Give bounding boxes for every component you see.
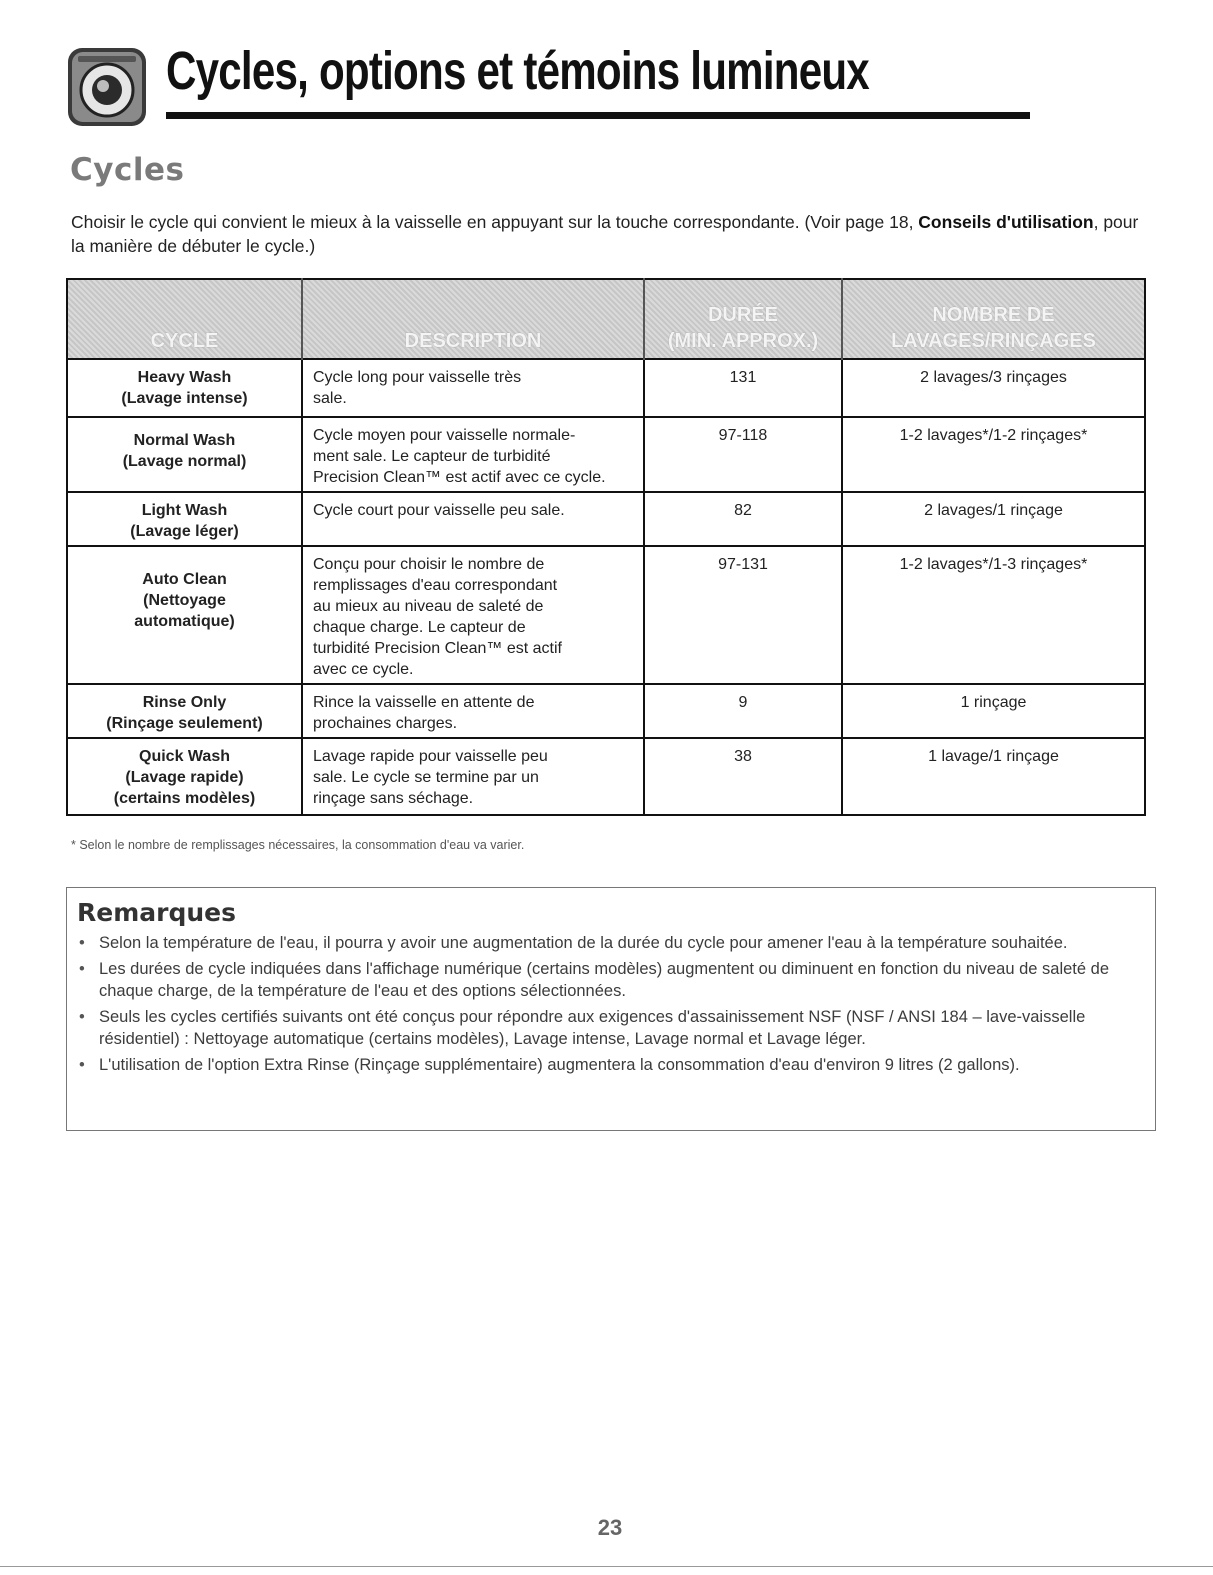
description-line: Cycle court pour vaisselle peu sale. xyxy=(313,502,565,519)
duration-cell: 97-118 xyxy=(644,417,842,492)
description-line: ment sale. Le capteur de turbidité xyxy=(313,448,551,465)
header-description: DESCRIPTION xyxy=(302,279,644,359)
cycle-name-cell xyxy=(67,417,302,492)
header-count-line2: LAVAGES/RINÇAGES xyxy=(891,330,1096,352)
wash-rinse-count-cell: 1 lavage/1 rinçage xyxy=(842,738,1145,815)
description-line: Lavage rapide pour vaisselle peu xyxy=(313,748,548,765)
bullet-icon: • xyxy=(79,1056,85,1074)
page-title: Cycles, options et témoins lumineux xyxy=(166,41,869,101)
description-cell xyxy=(302,684,644,738)
table-row xyxy=(67,492,1145,546)
description-line: Cycle moyen pour vaisselle normale- xyxy=(313,427,576,444)
remark-text: L'utilisation de l'option Extra Rinse (Rinçage supplémentaire) augmentera la consommation d'eau d'environ 9 litres (2 gallons). xyxy=(99,1056,1020,1074)
table-row xyxy=(67,684,1145,738)
bullet-icon: • xyxy=(79,934,85,952)
cycle-name-cell xyxy=(67,546,302,684)
description-line: chaque charge. Le capteur de xyxy=(313,619,526,636)
remark-text: Seuls les cycles certifiés suivants ont été conçus pour répondre aux exigences d'assainissement NSF (NSF / ANSI 184 – lave-vaisselle résidentiel) : Nettoyage automatique (certains modèles), Lavage intense, Lavage normal et Lavage léger. xyxy=(99,1008,1086,1048)
title-underline xyxy=(166,112,1030,119)
cycle-name-cell xyxy=(67,359,302,417)
description-line: Conçu pour choisir le nombre de xyxy=(313,556,545,573)
remarks-title: Remarques xyxy=(77,898,236,927)
table-row xyxy=(67,417,1145,492)
remarks-box xyxy=(66,887,1156,1131)
section-title: Cycles xyxy=(70,152,185,188)
footnote: * Selon le nombre de remplissages nécessaires, la consommation d'eau va varier. xyxy=(71,838,525,852)
cycle-name-line: Heavy Wash xyxy=(137,369,232,386)
page-number: 23 xyxy=(597,1515,623,1540)
remark-text: Selon la température de l'eau, il pourra y avoir une augmentation de la durée du cycle pour amener l'eau à la température souhaitée. xyxy=(99,934,1068,952)
cycles-table-body xyxy=(67,359,1145,815)
wash-rinse-count-cell: 2 lavages/1 rinçage xyxy=(842,492,1145,546)
remark-item xyxy=(79,1054,1153,1076)
cycle-name-line: (certains modèles) xyxy=(113,790,256,807)
wash-rinse-count-cell: 1 rinçage xyxy=(842,684,1145,738)
header-cycle: CYCLE xyxy=(67,279,302,359)
description-line: remplissages d'eau correspondant xyxy=(313,577,558,594)
cycle-name-line: (Lavage intense) xyxy=(121,390,248,407)
bullet-icon: • xyxy=(79,960,85,978)
duration-cell: 82 xyxy=(644,492,842,546)
table-header-row xyxy=(67,279,1145,359)
wash-rinse-count-cell: 1-2 lavages*/1-2 rinçages* xyxy=(842,417,1145,492)
cycle-name-cell xyxy=(67,684,302,738)
remark-text: Les durées de cycle indiquées dans l'affichage numérique (certains modèles) augmentent ou diminuent en fonction du niveau de saleté de chaque charge, de la température de l'eau et des options sélectionnées. xyxy=(99,960,1109,1000)
cycles-table xyxy=(66,278,1146,816)
description-line: Cycle long pour vaisselle très xyxy=(313,369,522,386)
duration-cell: 38 xyxy=(644,738,842,815)
duration-cell: 131 xyxy=(644,359,842,417)
cycle-name-line: (Lavage rapide) xyxy=(125,769,244,786)
cycle-name-line: (Lavage normal) xyxy=(122,453,247,470)
cycle-name-line: (Nettoyage xyxy=(143,592,226,609)
header-duration xyxy=(644,279,842,359)
remarks-list xyxy=(67,932,1153,1080)
description-cell xyxy=(302,359,644,417)
intro-paragraph xyxy=(71,210,1151,258)
description-cell xyxy=(302,546,644,684)
table-row xyxy=(67,738,1145,815)
intro-text-after: , pour la manière de débuter le cycle.) xyxy=(71,212,1139,256)
cycle-name-line: (Lavage léger) xyxy=(130,523,239,540)
description-line: Rince la vaisselle en attente de xyxy=(313,694,535,711)
description-cell xyxy=(302,492,644,546)
description-line: sale. xyxy=(313,390,347,407)
description-cell xyxy=(302,738,644,815)
cycle-name-cell xyxy=(67,738,302,815)
description-line: avec ce cycle. xyxy=(313,661,414,678)
cycle-name-line: Light Wash xyxy=(141,502,228,519)
remark-item xyxy=(79,958,1153,1002)
description-line: sale. Le cycle se termine par un xyxy=(313,769,539,786)
description-cell xyxy=(302,417,644,492)
page-header xyxy=(66,40,966,130)
remark-item xyxy=(79,1006,1153,1050)
cycle-name-line: automatique) xyxy=(134,613,235,630)
description-line: rinçage sans séchage. xyxy=(313,790,474,807)
header-count-line1: NOMBRE DE xyxy=(932,304,1055,326)
cycle-name-line: Rinse Only xyxy=(142,694,227,711)
description-line: Precision Clean™ est actif avec ce cycle. xyxy=(313,469,606,486)
header-duration-line2: (MIN. APPROX.) xyxy=(667,330,819,352)
description-line: prochaines charges. xyxy=(313,715,458,732)
description-line: turbidité Precision Clean™ est actif xyxy=(313,640,562,657)
cycle-name-line: Auto Clean xyxy=(142,571,227,588)
table-row xyxy=(67,546,1145,684)
intro-text-before: Choisir le cycle qui convient le mieux à la vaisselle en appuyant sur la touche correspondante. (Voir page 18, xyxy=(71,212,919,232)
bottom-divider xyxy=(0,1566,1213,1567)
cycle-name-cell xyxy=(67,492,302,546)
wash-rinse-count-cell: 2 lavages/3 rinçages xyxy=(842,359,1145,417)
duration-cell: 9 xyxy=(644,684,842,738)
wash-rinse-count-cell: 1-2 lavages*/1-3 rinçages* xyxy=(842,546,1145,684)
description-line: au mieux au niveau de saleté de xyxy=(313,598,544,615)
duration-cell: 97-131 xyxy=(644,546,842,684)
remark-item xyxy=(79,932,1153,954)
intro-bold-link: Conseils d'utilisation xyxy=(918,212,1094,232)
bullet-icon: • xyxy=(79,1008,85,1026)
cycle-name-line: Normal Wash xyxy=(133,432,236,449)
header-duration-line1: DURÉE xyxy=(707,304,778,326)
table-row xyxy=(67,359,1145,417)
cycle-name-line: (Rinçage seulement) xyxy=(106,715,263,732)
cycle-name-line: Quick Wash xyxy=(139,748,230,765)
header-count xyxy=(842,279,1145,359)
dishwasher-badge-icon xyxy=(66,46,148,128)
